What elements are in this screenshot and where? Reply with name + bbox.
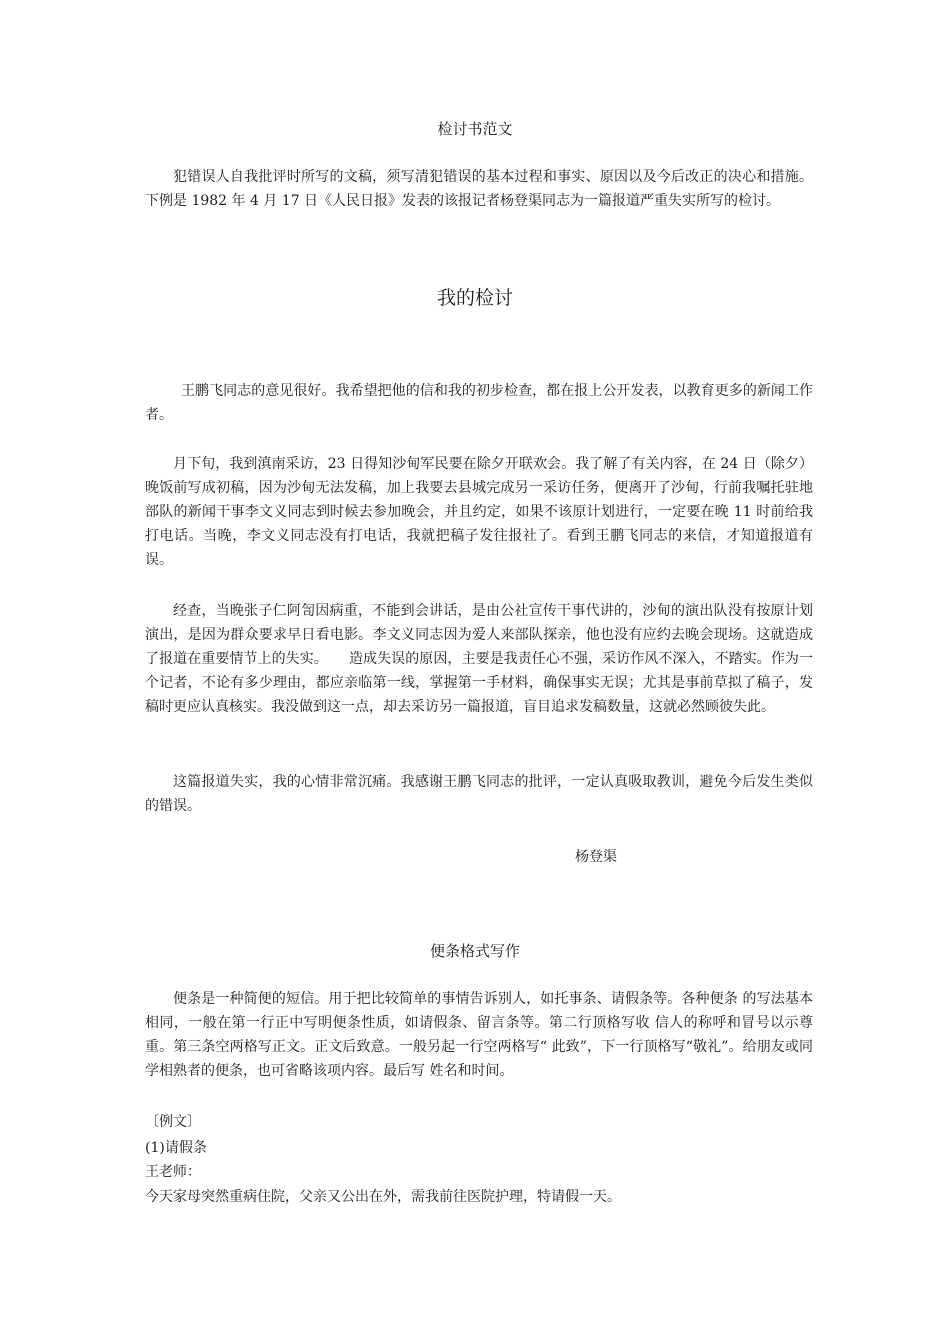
- section-title-note-format: 便条格式写作: [429, 942, 520, 960]
- letter-paragraph-4: 这篇报道失实，我的心情非常沉痛。我感谢王鹏飞同志的批评，一定认真吸取教训，避免今后发生类似的错误。: [145, 774, 813, 814]
- example-label: 〔例文〕: [145, 1114, 201, 1130]
- example-title: (1)请假条: [145, 1140, 207, 1156]
- letter-title: 我的检讨: [436, 287, 513, 309]
- letter-paragraph-3: 经查，当晚张子仁阿訇因病重，不能到会讲话，是由公社宣传干事代讲的，沙甸的演出队没有按原计划演出，是因为群众要求早日看电影。李文义同志因为爱人来部队探亲，他也没有应约去晚会现场。这就造成了报道在重要情节上的失实。 造成失误的原因，主要是我责任心不强，采访作风不深入，不踏实。作为一个记者，不论有多少理由，都应亲临第一线，掌握第一手材料，确保事实无误；尤其是事前草拟了稿子，发稿时更应认真核实。我没做到这一点，却去采访另一篇报道，盲目追求发稿数量，这就必然顾彼失此。: [145, 603, 813, 715]
- intro-paragraph: 犯错误人自我批评时所写的文稿，须写清犯错误的基本过程和事实、原因以及今后改正的决心和措施。下例是 1982 年 4 月 17 日《人民日报》发表的该报记者杨登渠同志为一篇报道严重失实所写的检讨。: [145, 169, 813, 209]
- note-format-paragraph: 便条是一种简便的短信。用于把比较简单的事情告诉别人，如托事条、请假条等。各种便条 的写法基本相同，一般在第一行正中写明便条性质，如请假条、留言条等。第二行顶格写收 信人的称呼和冒号以示尊重。第三条空两格写正文。正文后致意。一般另起一行空两格写“ 此致”，下一行顶格写“敬礼”。给朋友或同学相熟者的便条，也可省略该项内容。最后写 姓名和时间。: [145, 991, 813, 1079]
- letter-paragraph-1: 王鹏飞同志的意见很好。我希望把他的信和我的初步检查，都在报上公开发表，以教育更多的新闻工作者。: [145, 383, 813, 423]
- example-body: 今天家母突然重病住院，父亲又公出在外，需我前往医院护理，特请假一天。: [145, 1189, 621, 1205]
- letter-paragraph-2: 月下旬，我到滇南采访，23 日得知沙甸军民要在除夕开联欢会。我了解了有关内容，在 24 日（除夕）晚饭前写成初稿，因为沙甸无法发稿，加上我要去县城完成另一采访任务，便离开了沙甸，行前我嘱托驻地部队的新闻干事李文义同志到时候去参加晚会，并且约定，如果不该原计划进行，一定要在晚 11 时前给我打电话。当晚，李文义同志没有打电话，我就把稿子发往报社了。看到王鹏飞同志的来信，才知道报道有误。: [145, 456, 813, 568]
- section-title-sample: 检讨书范文: [437, 120, 513, 138]
- example-salutation: 王老师：: [145, 1164, 201, 1180]
- signature: 杨登渠: [575, 849, 617, 865]
